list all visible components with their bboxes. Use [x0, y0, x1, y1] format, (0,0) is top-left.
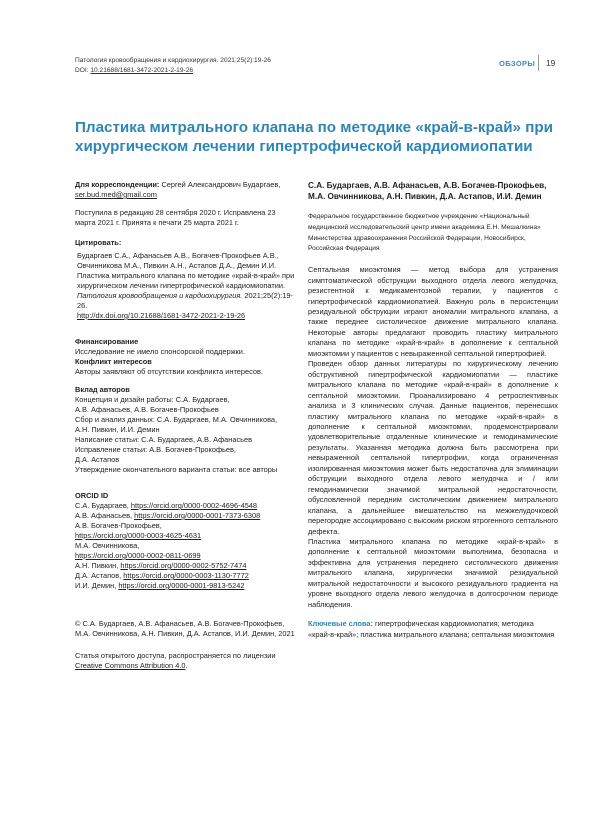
conflict-label: Конфликт интересов: [75, 357, 152, 366]
orcid-link[interactable]: https://orcid.org/0000-0002-5752-7474: [120, 561, 247, 570]
doi-line: [75, 66, 271, 76]
orcid-label: ORCID ID: [75, 491, 109, 500]
contrib-line: А.Н. Пивкин, И.И. Демин: [75, 425, 160, 434]
orcid-author: М.А. Овчинникова,: [75, 541, 140, 550]
orcid-line: [75, 501, 295, 511]
orcid-link[interactable]: https://orcid.org/0000-0003-4625-4631: [75, 531, 202, 540]
orcid-link[interactable]: https://orcid.org/0000-0001-9813-5242: [118, 581, 245, 590]
cite-link[interactable]: http://dx.doi.org/10.21688/1681-3472-2021-2-19-26: [77, 311, 246, 320]
abstract-paragraph: Проведен обзор данных литературы по хирургическому лечению обструктивной гипертрофической кардиомиопатии — пластике митрального клапана по методике «край-в-край» в дополнение к септальной миоэктомии. Проанализировано 4 ретроспективных анализа и 3 клинических случая. Данные пациентов, перенесших пластику митрального клапана по методике «край-в-край» в дополнение к септальной миоэктомии, продемонстрировали удовлетворительные отдаленные клинические и гемодинамические результаты. Указанная методика должна быть рассмотрена при невыраженной септальной гипертрофии, когда ограниченная изолированная миоэктомия может быть недостаточна для элиминации обструкции выходного отдела левого желудочка и / или гемодинамически значимой митральной недостаточности, обусловленной передним систолическим движением митрального клапана, а дальнейшее вмешательство на межжелудочковой перегородке ассоциировано с высоким риском ятрогенного септального дефекта.: [308, 359, 558, 536]
abstract-paragraph: Пластика митрального клапана по методике «край-в-край» в дополнение к септальной миоэктомии выполнима, безопасна и эффективна для устранения переднего систолического движения митрального клапана, хирургически значимой резидуальной митральной недостаточности и высокого резидуального градиента на уровне выходного отдела левого желудочка в долгосрочном периоде наблюдения.: [308, 536, 558, 609]
contrib-line: Д.А. Астапов: [75, 455, 120, 464]
orcid-author: А.В. Афанасьев,: [75, 511, 135, 520]
keywords-label: Ключевые слова:: [308, 619, 373, 629]
section-label: ОБЗОРЫ: [499, 59, 536, 68]
orcid-author: А.Н. Пивкин,: [75, 561, 121, 570]
dates: Поступила в редакцию 28 сентября 2020 г. Исправлена 23 марта 2021 г. Принята к печати 25 марта 2021 г.: [75, 208, 276, 227]
funding-text: Исследование не имело спонсорской поддержки.: [75, 347, 245, 356]
orcid-link[interactable]: https://orcid.org/0000-0002-0811-0699: [75, 551, 201, 560]
orcid-line: [75, 571, 295, 581]
license-end: .: [185, 661, 188, 670]
orcid-author: С.А. Бударгаев,: [75, 501, 131, 510]
contrib-block: [75, 385, 295, 475]
orcid-author: Д.А. Астапов,: [75, 571, 124, 580]
contrib-line: Исправление статьи: А.В. Богачев-Прокофьев,: [75, 445, 236, 454]
cite-journal: Патология кровообращения и кардиохирургия.: [77, 291, 243, 300]
contrib-label: Вклад авторов: [75, 385, 130, 394]
orcid-link[interactable]: https://orcid.org/0000-0002-4696-4548: [130, 501, 258, 510]
license-text: Статья открытого доступа, распространяется по лицензии: [75, 651, 276, 660]
orcid-line: [75, 551, 295, 561]
article-title: Пластика митрального клапана по методике «край-в-край» при хирургическом лечении гипертрофической кардиомиопатии: [75, 119, 554, 155]
orcid-line: [75, 511, 295, 521]
cite-body: [75, 251, 295, 321]
contrib-line: Концепция и дизайн работы: С.А. Бударгаев,: [75, 395, 230, 404]
license: [75, 651, 295, 671]
abstract-paragraph: Септальная миоэктомия — метод выбора для устранения симптоматической обструкции выходного отдела левого желудочка, резистентной к медикаментозной терапии, у пациентов с гипертрофической кардиомиопатией. Важную роль в персистенции резидуальной обструкции играют аномалии митрального клапана, а также переднее систолическое движение митрального клапана. Некоторые авторы предлагают проводить пластику митрального клапана по методике «край-в-край» в дополнение к септальной миоэктомии у пациентов с невыраженной септальной гипертрофией.: [308, 265, 558, 358]
header-divider: [538, 55, 539, 71]
contrib-line: А.В. Афанасьев, А.В. Богачев-Прокофьев: [75, 405, 219, 414]
left-column: [75, 180, 295, 671]
cite-year: 2021;25(2):19-26.: [77, 291, 293, 310]
contrib-line: Написание статьи: С.А. Бударгаев, А.В. Афанасьев: [75, 435, 253, 444]
orcid-line: [75, 581, 295, 591]
funding-block: [75, 337, 295, 377]
correspondence-name: Сергей Александрович Бударгаев,: [159, 180, 281, 189]
orcid-line: [75, 561, 295, 571]
right-column: [308, 180, 558, 640]
contrib-line: Сбор и анализ данных: С.А. Бударгаев, М.А. Овчинникова,: [75, 415, 278, 424]
contrib-line: Утверждение окончательного варианта статьи: все авторы: [75, 465, 278, 474]
correspondence-label: Для корреспонденции:: [75, 180, 160, 189]
doi-prefix: DOI:: [75, 66, 91, 74]
conflict-text: Авторы заявляют об отсутствии конфликта интересов.: [75, 367, 263, 376]
funding-label: Финансирование: [75, 337, 139, 346]
abstract: [308, 265, 558, 610]
copyright: © С.А. Бударгаев, А.В. Афанасьев, А.В. Богачев-Прокофьев, М.А. Овчинникова, А.Н. Пивкин, Д.А. Астапов, И.И. Демин, 2021: [75, 619, 295, 638]
orcid-line: [75, 521, 295, 531]
journal-citation-line: Патология кровообращения и кардиохирургия. 2021;25(2):19-26: [75, 57, 271, 64]
orcid-link[interactable]: https://orcid.org/0000-0001-7373-6308: [134, 511, 261, 520]
page-number: 19: [546, 58, 556, 68]
correspondence: [75, 180, 295, 200]
keywords: [308, 619, 558, 640]
affiliation: Федеральное государственное бюджетное учреждение «Национальный медицинский исследовательский центр имени академика Е.Н. Мешалкина» Министерства здравоохранения Российской Федерации, Новосибирск, Российская Федерация: [308, 213, 541, 253]
orcid-author: А.В. Богачев-Прокофьев,: [75, 521, 162, 530]
orcid-line: [75, 541, 295, 551]
journal-header: [75, 56, 271, 75]
orcid-author: И.И. Демин,: [75, 581, 119, 590]
cite-label: Цитировать:: [75, 238, 122, 247]
orcid-block: [75, 491, 295, 591]
keywords-text: гипертрофическая кардиомиопатия; методика «край-в-край»; пластика митрального клапана; септальная миоэктомия: [308, 619, 555, 639]
doi-link[interactable]: 10.21688/1681-3472-2021-2-19-26: [90, 66, 194, 74]
cite-block: [75, 238, 295, 321]
correspondence-email[interactable]: ser.bud.med@gmail.com: [75, 190, 157, 199]
orcid-link[interactable]: https://orcid.org/0000-0003-1130-7772: [123, 571, 249, 580]
author-list: С.А. Бударгаев, А.В. Афанасьев, А.В. Богачев-Прокофьев, М.А. Овчинникова, А.Н. Пивкин, Д.А. Астапов, И.И. Демин: [308, 181, 547, 201]
orcid-line: [75, 531, 295, 541]
cite-text: Бударгаев С.А., Афанасьев А.В., Богачев-Прокофьев А.В., Овчинникова М.А., Пивкин А.Н., Астапов Д.А., Демин И.И. Пластика митрального клапана по методике «край-в-край» при хирургическом лечении гипертрофической кардиомиопатии.: [77, 251, 295, 290]
license-link[interactable]: Creative Commons Attribution 4.0: [75, 661, 186, 670]
